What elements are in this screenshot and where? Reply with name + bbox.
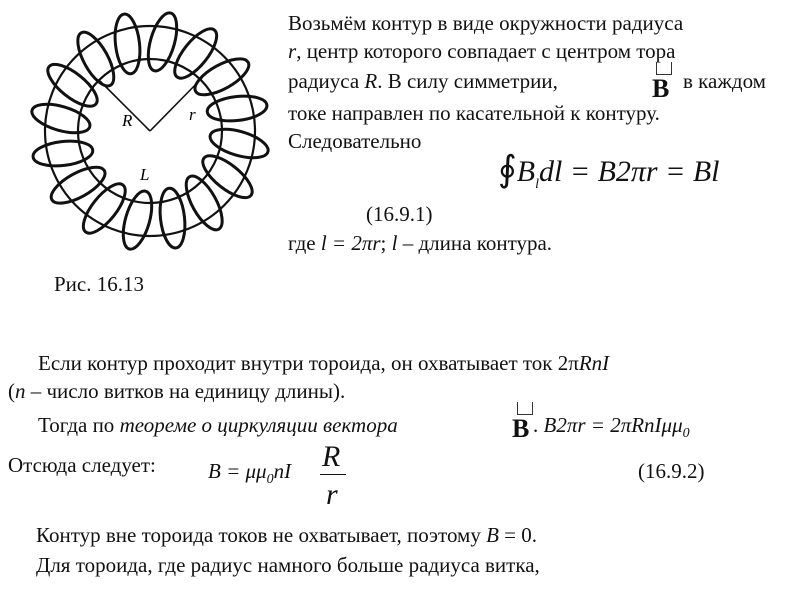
eq1-sub-l: l bbox=[535, 177, 539, 192]
toroid-figure bbox=[14, 8, 284, 258]
para2-line-3 bbox=[38, 412, 398, 438]
bottom-line1-rest: = 0. bbox=[498, 523, 538, 547]
result-formula bbox=[208, 458, 291, 493]
text-line-3-pre: радиуса bbox=[288, 69, 365, 93]
result-mid: nI bbox=[273, 459, 292, 483]
para2-line3-equation bbox=[533, 412, 690, 447]
where-mid1: = 2πr bbox=[326, 231, 381, 255]
text-line-4: токе направлен по касательной к контуру. bbox=[288, 101, 660, 125]
label-r: r bbox=[189, 105, 196, 124]
where-l1: l bbox=[320, 231, 327, 255]
where-rest: – длина контура. bbox=[397, 231, 553, 255]
para2-line-1 bbox=[38, 350, 609, 376]
coil-turn bbox=[190, 52, 254, 102]
coil-turn bbox=[32, 138, 94, 169]
result-lhs: B = μμ bbox=[208, 459, 267, 483]
coil-turn bbox=[157, 187, 188, 249]
text-line-2 bbox=[288, 38, 675, 64]
eq1-number: (16.9.1) bbox=[366, 202, 433, 226]
var-R: R bbox=[364, 69, 378, 93]
where-l2: l bbox=[391, 231, 398, 255]
result-sub: 0 bbox=[266, 472, 274, 488]
eq1-B: B bbox=[516, 155, 536, 188]
where-sep: ; bbox=[380, 231, 392, 255]
result-label: Отсюда следует: bbox=[8, 453, 156, 477]
integral-symbol: ∮ bbox=[498, 149, 517, 189]
text-line-5: Следовательно bbox=[288, 129, 422, 153]
coil-turn bbox=[206, 93, 268, 124]
label-L: L bbox=[140, 165, 150, 184]
para2-line2-var: n bbox=[15, 379, 26, 403]
para2-line3-em: теореме о циркуляции вектора bbox=[119, 413, 398, 437]
coil-turn bbox=[112, 13, 143, 75]
eq1-rest: dl = B2πr = Bl bbox=[538, 155, 720, 188]
para2-line2-open: ( bbox=[8, 379, 15, 403]
equation-16-9-1 bbox=[498, 149, 720, 202]
vector-B-symbol: B bbox=[652, 74, 670, 103]
text-line-3-post: в каждом bbox=[683, 69, 766, 93]
bottom-line-2: Для тороида, где радиус намного больше радиуса витка, bbox=[36, 553, 540, 577]
bottom-line1-pre: Контур вне тороида токов не охватывает, поэтому bbox=[36, 523, 487, 547]
para2-line-2 bbox=[8, 378, 345, 404]
bottom-line1-var: B bbox=[486, 523, 499, 547]
para2-line1-pre: Если контур проходит внутри тороида, он охватывает ток 2π bbox=[38, 351, 579, 375]
fraction-bar bbox=[320, 474, 346, 475]
para2-eq-sub: 0 bbox=[682, 426, 690, 442]
fraction-denominator: r bbox=[326, 478, 338, 511]
where-pre: где bbox=[288, 231, 321, 255]
para2-eq-pre: . bbox=[533, 413, 544, 437]
vector-B-symbol-2: B bbox=[512, 414, 530, 443]
para2-eq: B2πr = 2πRnIμμ bbox=[543, 413, 683, 437]
para2-line3-pre: Тогда по bbox=[38, 413, 120, 437]
text-line-1: Возьмём контур в виде окружности радиуса bbox=[288, 11, 684, 35]
var-r: r bbox=[288, 39, 297, 63]
para2-line2-rest: – число витков на единицу длины). bbox=[25, 379, 346, 403]
text-line-2-rest: , центр которого совпадает с центром тора bbox=[296, 39, 676, 63]
coil-turn bbox=[71, 27, 121, 91]
coil-turn bbox=[179, 171, 229, 235]
bottom-line-1 bbox=[36, 522, 537, 548]
coil-turn bbox=[46, 160, 110, 210]
where-line bbox=[288, 230, 552, 256]
text-line-3 bbox=[288, 68, 558, 94]
fraction-numerator: R bbox=[322, 440, 341, 473]
eq2-number: (16.9.2) bbox=[638, 459, 705, 483]
label-R: R bbox=[122, 111, 133, 130]
figure-caption: Рис. 16.13 bbox=[54, 272, 144, 296]
text-line-3-rest: . В силу симметрии, bbox=[377, 69, 558, 93]
para2-line1-var: RnI bbox=[578, 351, 610, 375]
